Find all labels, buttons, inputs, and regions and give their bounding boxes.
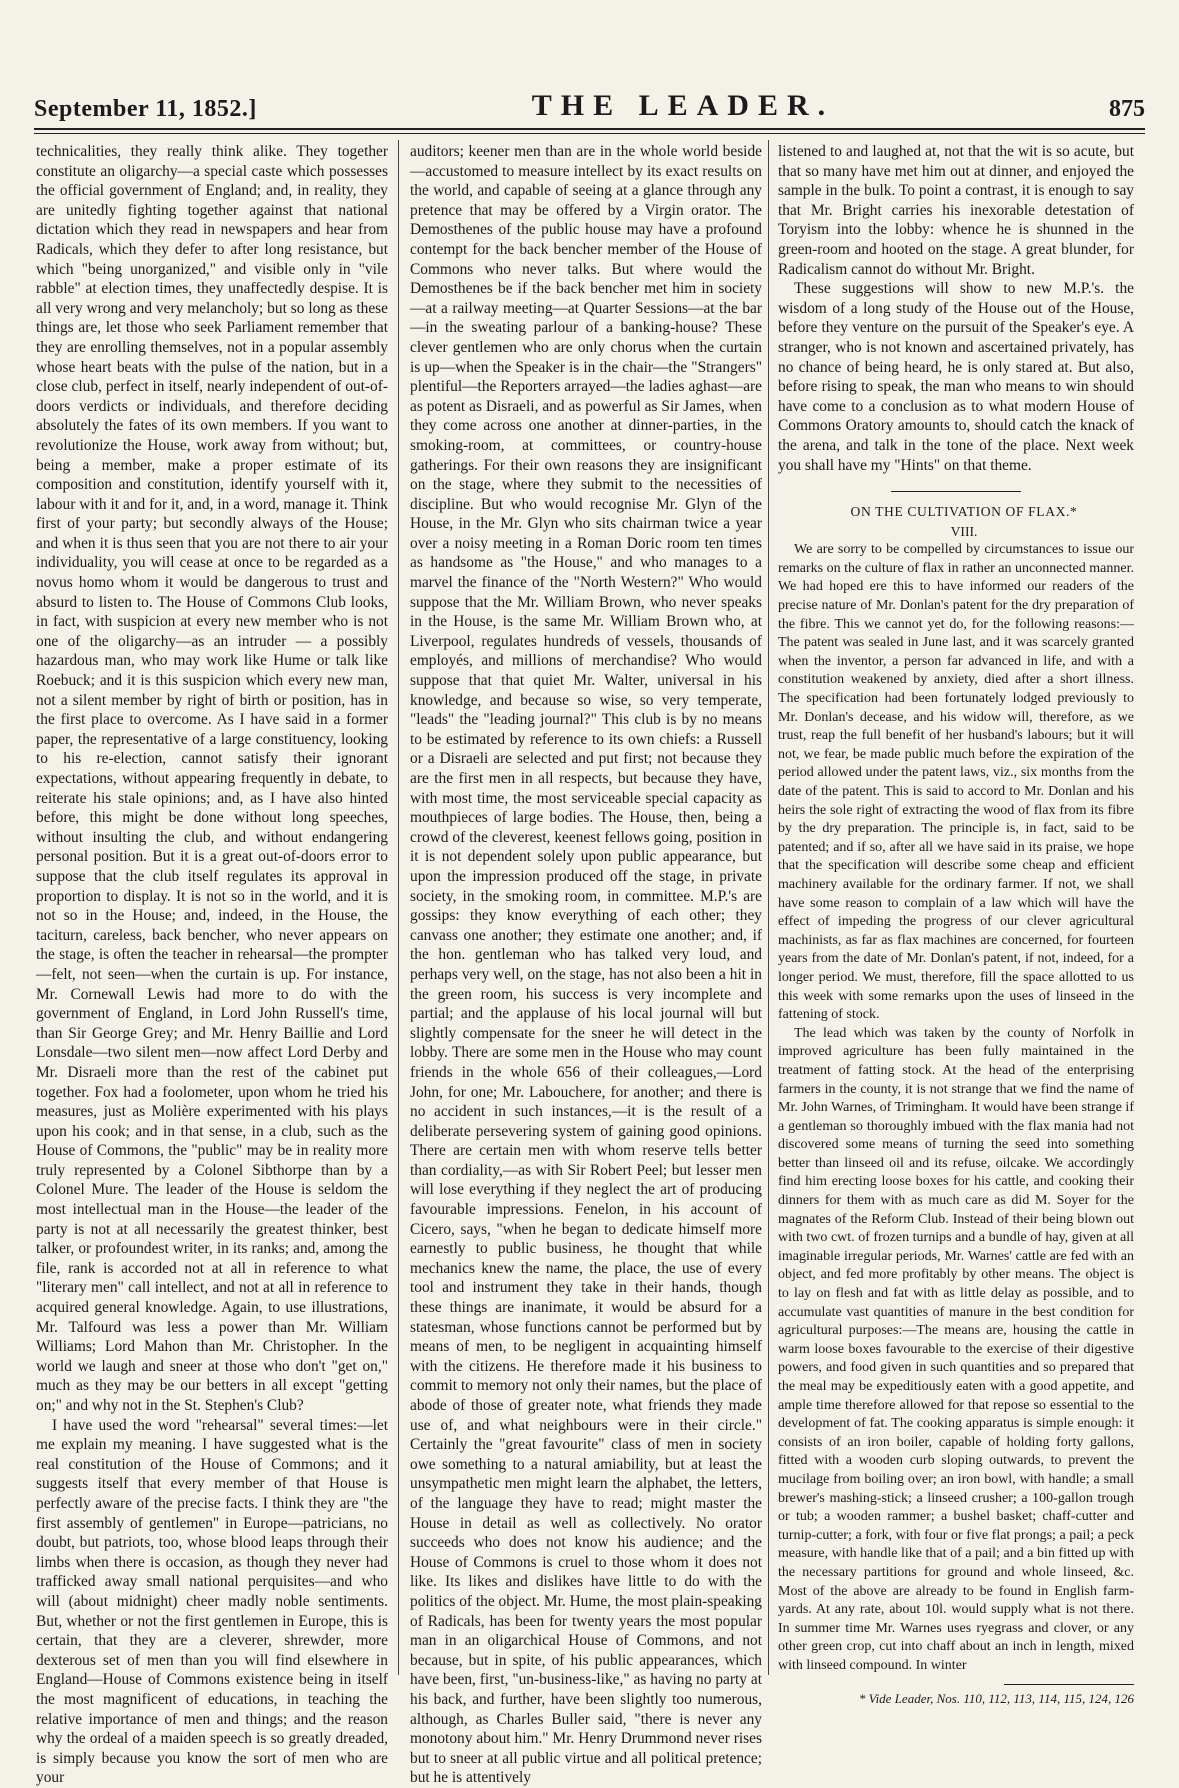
publication-title: THE LEADER. [531,89,835,122]
paragraph: I have used the word "rehearsal" several times:—let me explain my meaning. I have suggested what is the real constitution of the House of Commons; and it suggests itself that every member of that House is perfectly aware of the precise facts. I think they are "the first assembly of gentlemen" in Europe—patricians, no doubt, but patriots, too, whose blood leaps through their limbs when there is occasion, as though they never had trafficked away small national perquisites—and who will (about midnight) cheer madly noble sentiments. But, whether or not the first gentlemen in Europe, this is certain, that they are a cleverer, shrewder, more dexterous set of men than you will find elsewhere in England—House of Commons existence being in itself the most magnificent of educations, in teaching the relative importance of men and things; and the reason why the ordeal of a maiden speech is so greatly dreaded, is simply because you know the sort of men who are your [36,1416,388,1787]
masthead-rule [34,133,1145,134]
paragraph: We are sorry to be compelled by circumstances to issue our remarks on the culture of flax in rather an unconnected manner. We had hoped ere this to have informed our readers of the precise nature of Mr. Donlan's patent for the dry preparation of the fibre. This we cannot yet do, for the following reasons:—The patent was sealed in June last, and it was scarcely granted when the inventor, a person far advanced in life, and with a constitution weakened by anxiety, died after a short illness. The specification had been fortunately lodged previously to Mr. Donlan's decease, and his widow will, therefore, as we trust, reap the full benefit of her husband's labours; but it will not, we fear, be made public much before the expiration of the period allowed under the patent laws, viz., six months from the date of the patent. This is said to accord to Mr. Donlan and his heirs the sole right of extracting the wood of flax from its fibre by the dry preparation. The principle is, in fact, said to be patented; and if so, after all we have said in its praise, we hope that the specification will describe some cheap and efficient machinery available for the ordinary farmer. If not, we shall have some reason to complain of a law which will have the effect of impeding the progress of our clever agricultural machinists, as far as flax machines are concerned, for fourteen years from the date of Mr. Donlan's patent, if not, indeed, for a longer period. We must, therefore, fill the space allotted to us this week with some remarks upon the uses of linseed in the fattening of stock. [778,542,1134,1023]
article-title: ON THE CULTIVATION OF FLAX.* [850,504,1078,520]
paragraph: listened to and laughed at, not that the wit is so acute, but that so many have met him out at dinner, and enjoyed the sample in the bulk. To point a contrast, it is enough to say that Mr. Bright carries his inexorable detestation of Toryism into the lobby: whence he is shunned in the green-room and hooted on the stage. A great blunder, for Radicalism cannot do without Mr. Bright. [778,143,1134,278]
article-number: VIII. [950,523,978,539]
page-number: 875 [1108,96,1145,122]
paragraph: technicalities, they really think alike. They together constitute an oligarchy—a special caste which possesses the official government of England; and, in reality, they are unitedly fighting together against that national dictation which they read in newspapers and hear from Radicals, which they defer to after long resistance, but which "being unorganized," and visible only in "vile rabble" at election times, they unaffectedly despise. It is all very wrong and very melancholy; but so long as these things are, let those who seek Parliament remember that they are enrolling themselves, not in a popular assembly whose heart beats with the pulse of the nation, but in a close club, perfect in itself, nearly independent of out-of-doors verdicts or individuals, and therefore deciding absolutely the fates of its own members. If you want to revolutionize the House, work away from without; but, being a member, make a proper estimate of its composition and constitution, identify yourself with it, labour with it and for it, and, in a word, manage it. Think first of your party; but secondly always of the House; and when it is thus seen that you are not there to air your individuality, you will cease at once to be regarded as a novus homo whom it would be dangerous to trust and absurd to listen to. The House of Commons Club looks, in fact, with suspicion at every new member who is not one of the oligarchy—as an intruder — a possibly hazardous man, who may work like Hume or talk like Roebuck; and it is this suspicion which every new man, not a silent member by right of birth or position, has in the first place to overcome. As I have said in a former paper, the representative of a large constituency, looking to his re-election, cannot satisfy their ignorant expectations, without appearing frequently in debate, to reiterate his stale opinions; and, as I have also hinted before, this might be done without long speeches, without insulting the club, and without endangering personal position. But it is a great out-of-doors error to suppose that the club itself regulates its approval in proportion to display. It is not so in the world, and it is not so in the House; and, indeed, in the House, the taciturn, careless, back bencher, who never appears on the stage, is often the teacher in rehearsal—the prompter—felt, not seen—when the curtain is up. For instance, Mr. Cornewall Lewis had more to do with the government of England, in Lord John Russell's time, than Sir George Grey; and Mr. Henry Baillie and Lord Lonsdale—two silent men—now affect Lord Derby and Mr. Disraeli more than the rest of the cabinet put together. Fox had a foolometer, upon whom he tried his measures, just as Molière experimented with his plays upon his cook; and in that sense, in a club, such as the House of Commons, the "public" may be in reality more truly represented by a Colonel Sibthorpe than by a Colonel Mure. The leader of the House is seldom the most intellectual man in the House—the leader of the party is not at all necessarily the greatest thinker, best talker, or profoundest writer, in its ranks; and, among the file, rank is accorded not at all in reference to what "literary men" call intellect, and not at all in reference to acquired general knowledge. Again, to use illustrations, Mr. Talfourd was less a power than Mr. William Williams; Lord Mahon than Mr. Christopher. In the world we laugh and sneer at those who don't "get on," much as they may be our betters in all except "getting on;" and why not in the St. Stephen's Club? [36,143,388,1414]
column-1 [36,142,388,1787]
footnote-rule [1004,1684,1134,1685]
column-divider [398,140,399,1675]
masthead [34,86,1145,130]
column-3 [778,142,1134,1706]
footnote: * Vide Leader, Nos. 110, 112, 113, 114, 115, 124, 126 [858,1690,1134,1706]
section-divider [891,491,1021,492]
issue-date: September 11, 1852.] [34,96,257,122]
paragraph: auditors; keener men than are in the whole world beside—accustomed to measure intellect by its exact results on the world, and capable of seeing at a glance through any pretence that may be offered by a Virgin orator. The Demosthenes of the public house may have a profound contempt for the back bencher member of the House of Commons who never talks. But where would the Demosthenes be if the back bencher met him in society—at a railway meeting—at Quarter Sessions—at the bar—in the sweating parlour of a banking-house? These clever gentlemen who are only chorus when the curtain is up—when the Speaker is in the chair—the "Strangers" plentiful—the Reporters arrayed—the ladies aghast—are as potent as Disraeli, and as powerful as Sir James, when they come across one another at dinner-parties, in the smoking-room, at committees, or country-house gatherings. For their own reasons they are insignificant on the stage, where they submit to the necessities of discipline. But who would recognise Mr. Glyn of the House, in the Mr. Glyn who sits chairman twice a year over a noisy meeting in a Roman Doric room ten times as handsome as "the House," and who manages to a marvel the finance of the "North Western?" Who would suppose that the Mr. William Brown, who never speaks in the House, is the same Mr. William Brown who, at Liverpool, regulates hundreds of vessels, thousands of employés, and millions of merchandise? Who would suppose that that quiet Mr. Walter, universal in his knowledge, and because so wise, so very temperate, "leads" the "leading journal?" This club is by no means to be estimated by reference to its own chiefs: a Russell or a Disraeli are selected and put first; not because they are the first men in all respects, but because they have, with most time, the most serviceable special capacity as mouthpieces of large bodies. The House, then, being a crowd of the cleverest, keenest fellows going, position in it is not dependent solely upon public appearance, but upon the impression produced off the stage, in private society, in the smoking room, in committee. M.P.'s are gossips: they know everything of each other; they canvass one another; they estimate one another; and, if the hon. gentleman who has talked very loud, and perhaps very well, on the stage, has not also been a hit in the green room, his success is very incomplete and partial; and the applause of his local journal will but slightly compensate for the sneer he will detect in the lobby. There are some men in the House who may count friends in the whole 656 of their colleagues,—Lord John, for one; Mr. Labouchere, for another; and there is no accident in such instances,—it is the result of a deliberate persevering system of gaining good opinions. There are certain men with whom reserve tells better than cordiality,—as with Sir Robert Peel; but lesser men will lose everything if they neglect the art of producing favourable impressions. Fenelon, in his account of Cicero, says, "when he began to dedicate himself more earnestly to public business, he thought that while mechanics knew the name, the place, the use of every tool and instrument they take in their hands, though these things are inanimate, it would be absurd for a statesman, whose functions cannot be performed but by means of men, to be negligent in acquainting himself with the citizens. He therefore made it his business to commit to memory not only their names, but the place of abode of those of greater note, what friends they made use of, and what neighbours were in their circle." Certainly the "great favourite" class of men in society owe something to a natural amiability, but at least the unsympathetic men might learn the alphabet, the letters, of the language they have to read; might master the House in detail as well as collectively. No orator succeeds who does not know his audience; and the House of Commons is cruel to those whom it does not like. Its likes and dislikes have little to do with the politics of the object. Mr. Hume, the most plain-speaking of Radicals, has been for twenty years the most popular man in an oligarchical House of Commons, and not because, but in spite, of his public appearances, which have been, first, "un-business-like," as having no party at his back, and further, have been slightly too numerous, although, as Charles Buller said, "there is never any monotony about him." Mr. Henry Drummond never rises but to sneer at all public virtue and all political pretence; but he is attentively [410,143,762,1787]
column-divider [768,140,769,1675]
paragraph: The lead which was taken by the county of Norfolk in improved agriculture has been fully maintained in the treatment of fatting stock. At the head of the enterprising farmers in the county, it is not strange that we find the name of Mr. John Warnes, of Trimingham. It would have been strange if a gentleman so thoroughly imbued with the flax mania had not discovered some means of turning the seed into something better than linseed oil and its refuse, oilcake. We accordingly find him erecting loose boxes for his cattle, and cooking their dinners for them with as much care as did M. Soyer for the magnates of the Reform Club. Instead of their being blown out with two cwt. of frozen turnips and a bundle of hay, given at all imaginable irregular periods, Mr. Warnes' cattle are fed with an object, and fed more profitably by other means. The object is to lay on flesh and fat with as little delay as possible, and to accumulate vast quantities of manure in the best condition for agricultural purposes:—The means are, housing the cattle in warm loose boxes favourable to the exercise of their digestive powers, and food given in such quantities and so prepared that the meal may be expeditiously eaten with a good appetite, and ample time therefore allowed for that repose so essential to the development of fat. The cooking apparatus is simple enough: it consists of an iron boiler, capable of holding forty gallons, fitted with a wooden curb sloping outwards, to prevent the mucilage from boiling over; an iron bowl, with handle; a small brewer's mashing-stick; a linseed crusher; a 100-gallon trough or tub; a wooden rammer; a bushel basket; chaff-cutter and turnip-cutter; a fork, with four or five flat prongs; a pail; a peck measure, with handle like that of a pail; and a bin fitted up with the necessary partitions for ground and whole linseed, &c. Most of the above are already to be found in English farm-yards. At any rate, about 10l. would supply what is not there. In summer time Mr. Warnes uses ryegrass and clover, or any other green crop, cut into chaff about an inch in length, mixed with linseed compound. In winter [778,1025,1134,1673]
paragraph: These suggestions will show to new M.P.'s. the wisdom of a long study of the House out of the House, before they venture on the pursuit of the Speaker's eye. A stranger, who is not known and ascertained privately, has no chance of being heard, he is only stared at. But also, before rising to speak, the man who means to win should have come to a conclusion as to what modern House of Commons Oratory amounts to, should catch the knack of the arena, and talk in the tone of the place. Next week you shall have my "Hints" on that theme. [778,280,1134,474]
column-2 [410,142,762,1787]
